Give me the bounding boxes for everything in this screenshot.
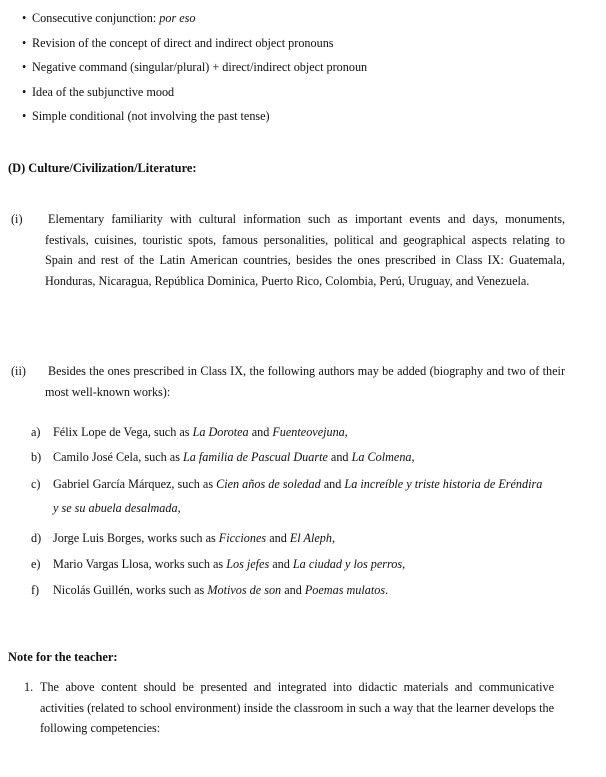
author-item	[31, 577, 551, 603]
bullet-item: • Simple conditional (not involving the past tense)	[22, 109, 270, 124]
item-marker: (ii)	[11, 364, 26, 378]
author-letter: a)	[31, 425, 41, 439]
author-text: Camilo José Cela, such as	[53, 450, 183, 464]
author-text: Nicolás Guillén, works such as	[53, 583, 208, 597]
work-title: Motivos de son	[207, 583, 282, 597]
author-text: Gabriel García Márquez, such as	[53, 477, 217, 491]
author-item	[31, 551, 551, 577]
author-item	[31, 525, 551, 551]
work-title: Los jefes	[226, 557, 270, 571]
work-title: La Dorotea	[192, 425, 249, 439]
author-punct: ,	[177, 501, 181, 515]
author-text: Jorge Luis Borges, works such as	[53, 531, 219, 545]
bullet-text: Negative command (singular/plural) + direct/indirect object pronoun	[32, 60, 368, 75]
bullet-item: • Consecutive conjunction: por eso	[22, 11, 196, 25]
work-title: La Colmena	[351, 450, 412, 464]
item-text: Besides the ones prescribed in Class IX, the following authors may be added (biography and two of their most well-known works):	[45, 364, 565, 399]
author-punct: ,	[331, 531, 335, 545]
author-letter: b)	[31, 450, 42, 464]
bullet-text: Idea of the subjunctive mood	[32, 84, 175, 99]
author-connector: and	[266, 531, 290, 545]
note-number: 1.	[24, 680, 34, 694]
bullet-item: • Negative command (singular/plural) + direct/indirect object pronoun	[22, 60, 368, 75]
section-heading: (D) Culture/Civilization/Literature:	[8, 161, 197, 175]
work-title: Ficciones	[218, 531, 267, 545]
bullet-item: • Idea of the subjunctive mood	[22, 84, 175, 99]
author-letter: f)	[31, 583, 40, 597]
author-letter: c)	[31, 477, 41, 491]
author-item	[31, 444, 551, 470]
work-title: Fuenteovejuna	[272, 425, 345, 439]
culture-item-i	[11, 209, 565, 291]
bullet-text: Consecutive conjunction:	[32, 11, 160, 25]
grammar-bullet-list	[22, 6, 582, 129]
work-title: La increíble y triste historia de Eréndira y se su abuela desalmada	[53, 477, 543, 515]
work-title: El Aleph	[289, 531, 332, 545]
authors-list	[31, 420, 551, 603]
author-punct: ,	[344, 425, 348, 439]
note-item	[24, 677, 554, 739]
author-punct: .	[385, 583, 389, 597]
author-connector: and	[269, 557, 293, 571]
bullet-text: Revision of the concept of direct and indirect object pronouns	[32, 35, 334, 50]
author-punct: ,	[402, 557, 406, 571]
author-item	[31, 420, 551, 444]
bullet-item: • Revision of the concept of direct and indirect object pronouns	[22, 35, 334, 50]
author-letter: d)	[31, 531, 42, 545]
author-text: Félix Lope de Vega, such as	[53, 425, 193, 439]
author-connector: and	[320, 477, 345, 491]
work-title: Cien años de soledad	[216, 477, 321, 491]
author-connector: and	[327, 450, 352, 464]
author-connector: and	[281, 583, 305, 597]
author-text: Mario Vargas Llosa, works such as	[53, 557, 227, 571]
note-heading: Note for the teacher:	[8, 650, 118, 664]
author-punct: ,	[411, 450, 415, 464]
author-connector: and	[248, 425, 273, 439]
item-text: Elementary familiarity with cultural information such as important events and days, monuments, festivals, cuisines, touristic spots, famous personalities, political and geographical aspects relating to Spain and rest of the Latin American countries, besides the ones prescribed in Class IX: Guatemala, Honduras, Nicaragua, República Dominica, Puerto Rico, Colombia, Perú, Uruguay, and Venezuela.	[45, 212, 565, 288]
author-item	[31, 472, 549, 520]
item-marker: (i)	[11, 212, 23, 226]
bullet-italic-text: por eso	[159, 11, 196, 25]
author-letter: e)	[31, 557, 41, 571]
note-list	[24, 677, 554, 739]
work-title: La ciudad y los perros	[292, 557, 403, 571]
bullet-text: Simple conditional (not involving the past tense)	[32, 109, 270, 124]
work-title: La familia de Pascual Duarte	[182, 450, 328, 464]
work-title: Poemas mulatos	[304, 583, 386, 597]
note-text: The above content should be presented and integrated into didactic materials and communicative activities (related to school environment) inside the classroom in such a way that the learner develops the following competencies:	[40, 680, 554, 735]
culture-item-ii	[11, 361, 565, 402]
